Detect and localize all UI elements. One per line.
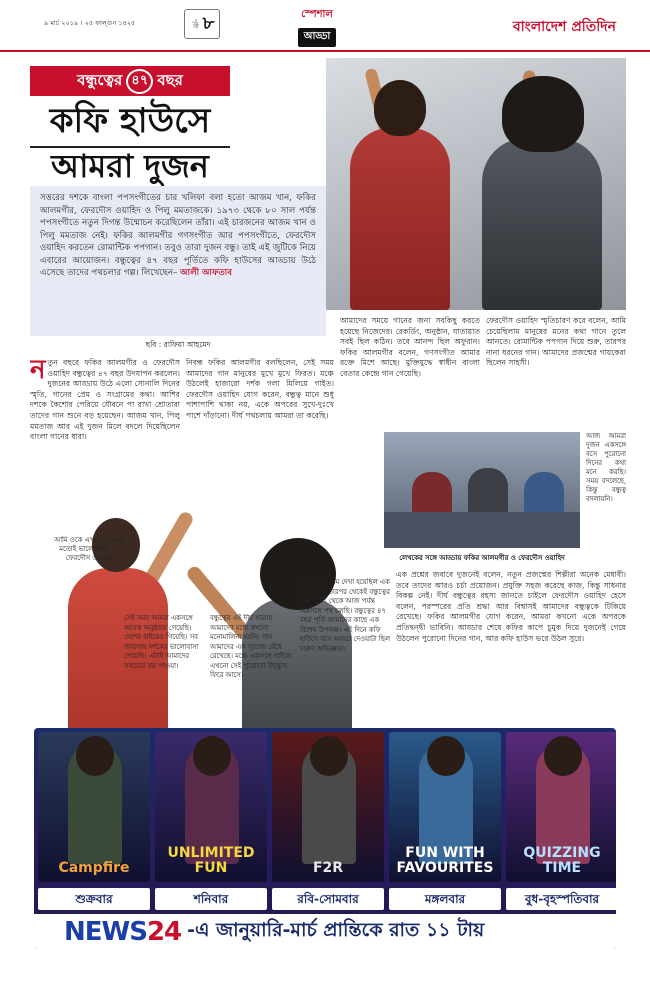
article-column-4: ফেরদৌস ওয়াহিদ স্মৃতিচারণ করে বলেন, আমি চেয়েছিলাম মানুষের মনের কথা গানে তুলে আনতে। রোমান্টিক পপগান দিয়ে শুরু, তারপর নানা ধরনের গান। আমাদের প্রজন্মের গায়কেরা ছিলেন সাহসী। [486, 316, 626, 368]
singer-head [374, 80, 426, 136]
article-column-1 [30, 358, 180, 518]
newspaper-name: বাংলাদেশ প্রতিদিন [512, 19, 616, 35]
anniversary-badge [30, 66, 230, 96]
headline-line-1: কফি হাউসে [49, 101, 211, 141]
show-day: মঙ্গলবার [389, 888, 501, 910]
section-name-bottom: আড্ডা [298, 28, 337, 47]
inset-person [468, 468, 508, 518]
article-column-3: আমাদের সময়ে গানের জন্য সবকিছু করতে হয়েছে নিজেদের। রেকর্ডিং, অনুষ্ঠান, যাতায়াত সবই ছিল কঠিন। তবে আনন্দ ছিল অফুরান। ফকির আলমগীর বলেন, গণসংগীত আমার রক্তে মিশে আছে। মুক্তিযুদ্ধে স্বাধীন বাংলা বেতার কেন্দ্রে গান গেয়েছি। [340, 316, 480, 378]
page-number: ৮ [202, 12, 215, 34]
singer-grey-jacket [482, 138, 602, 310]
article-column-narrow: আজ আমরা দুজন একসঙ্গে বসে পুরোনো দিনের কথা মনে করছি। সময় বদলেছে, কিন্তু বন্ধুত্ব বদলায়নি। [586, 432, 626, 503]
channel-logo-suffix: 24 [146, 917, 182, 947]
show-card [389, 732, 501, 882]
drop-cap: ন [30, 358, 46, 385]
show-day: শুক্রবার [38, 888, 150, 910]
inset-table [384, 512, 580, 548]
intro-author: আলী আফতাব [180, 268, 233, 278]
show-day: রবি-সোমবার [272, 888, 384, 910]
show-card [506, 732, 616, 882]
show-card [155, 732, 267, 882]
inset-caption: লেখকের সঙ্গে আড্ডায় ফকির আলমগীর ও ফেরদৌস ওয়াহিদ [399, 554, 565, 562]
badge-suffix: বছর [157, 70, 183, 89]
issue-date: ৯ মার্চ ২০১৯ । ২৫ ফাল্গুন ১৪২৫ [44, 19, 136, 27]
headline-line-2: আমরা দুজন [30, 146, 230, 184]
photo-credit: ছবি : রাফিয়া আহমেদ [145, 340, 211, 349]
channel-logo-prefix: NEWS [64, 917, 147, 947]
article-column-2: নিবন্ধ ফকির আলমগীর বলছিলেন, সেই সময় আমাদের গান মানুষের মুখে মুখে ফিরত। মঞ্চে উঠলেই হাজারো দর্শক গলা মিলিয়ে গাইত। ফেরদৌস ওয়াহিদ যোগ করেন, বন্ধুত্ব মানে শুধু পাশাপাশি থাকা নয়, একে অপরের সুখে-দুঃখে পাশে দাঁড়ানো। দীর্ঘ পথচলায় আমরা তা করেছি। [186, 358, 334, 420]
badge-prefix: বন্ধুত্বের [77, 70, 123, 89]
show-title: Campfire [58, 860, 130, 876]
inset-photo [384, 432, 580, 548]
show-day: শনিবার [155, 888, 267, 910]
show-title: F2R [312, 860, 344, 876]
host-head [76, 736, 114, 776]
article-column-8: এক প্রশ্নের জবাবে দুজনেই বলেন, নতুন প্রজন্মের শিল্পীরা অনেক মেধাবী। তবে তাদের আরও চর্চা প্রয়োজন। প্রযুক্তি সহজ করেছে কাজ, কিন্তু সাধনার বিকল্প নেই। দীর্ঘ বন্ধুত্বের রহস্য জানতে চাইলে ফেরদৌস ওয়াহিদ হেসে বলেন, পরস্পরের প্রতি শ্রদ্ধা আর বিশ্বাসই আমাদের বন্ধুত্বকে টিকিয়ে রেখেছে। ফকির আলমগীর যোগ করেন, আমরা কখনো একে অপরকে প্রতিদ্বন্দ্বী ভাবিনি। আড্ডার শেষে কফির কাপে চুমুক দিয়ে দুজনেই গেয়ে উঠলেন পুরোনো দিনের গান, আর কফি হাউস ভরে উঠল সুরে। [396, 570, 626, 643]
column-1-text: তুন বছরে ফকির আলমগীর ও ফেরদৌস ওয়াহিদ বন্ধুত্বের ৪৭ বছর উদযাপন করলেন। দুজনের আড্ডায় উঠে এলো সোনালি দিনের স্মৃতি, গানের প্রেম ও সংগ্রামের কথা। আশির দশকে কৈশোর পেরিয়ে যৌবনে পা রাখা শ্রোতারা তাদের গান শুনে বড় হয়েছেন। আজম খান, পিলু মমতাজ আর এই দুজন মিলে বদলে দিয়েছিলেন বাংলা গানের ধারা। [30, 358, 180, 442]
section-logo [282, 7, 352, 41]
intro-body: সত্তরের দশকে বাংলা পপসংগীতের চার খলিফা বলা হতো আজম খান, ফকির আলমগীর, ফেরদৌস ওয়াহিদ ও পিলু মমতাজকে। ১৯৭৩ থেকে ৮০ সাল পর্যন্ত পপসংগীতে নতুন দিগন্ত উন্মোচন করেছিলেন তাঁরা। এই চারজনের আজম খান ও পিলু মমতাজ নেই। ফকির আলমগীর গণসংগীত আর পপসংগীতে, ফেরদৌস ওয়াহিদ করতেন রোমান্টিক পপগান। তবুও তারা দুজন বন্ধু। তাই এই জুটিকে নিয়ে এবারের আয়োজন। বন্ধুত্বের ৪৭ বছর পূর্তিতে কফি হাউসের আড্ডায় উঠে এসেছে তাদের পথচলার গল্প। লিখেছেন– [40, 193, 316, 278]
intro-text [40, 192, 316, 280]
host-head [310, 736, 348, 776]
show-day: বুধ-বৃহস্পতিবার [506, 888, 616, 910]
host-head [193, 736, 231, 776]
tv-advertisement [34, 728, 616, 950]
host-head [544, 736, 582, 776]
badge-number: ৪৭ [126, 69, 153, 94]
show-title: UNLIMITED FUN [167, 845, 255, 876]
channel-logo [64, 917, 181, 947]
singer-red-jacket [350, 128, 450, 310]
article-column-6: বন্ধুত্বের এই দীর্ঘ যাত্রায় আমাদের মধ্যে কখনো মনোমালিন্য হয়নি। গান আমাদের এক সুতোয় বেঁধে রেখেছে। মঞ্চে একসঙ্গে গাইলে এখনো সেই পুরোনো উচ্ছ্বাস ফিরে আসে। [210, 614, 292, 679]
article-column-5: সেই সময় আমরা একসঙ্গে অনেক অনুষ্ঠানে গেয়েছি। দেশের বাইরেও গিয়েছি। সব জায়গায় দর্শকের ভালোবাসা পেয়েছি। এটাই আমাদের সবচেয়ে বড় পাওয়া। [124, 614, 199, 670]
headline-block [30, 66, 230, 186]
host-head [427, 736, 465, 776]
section-name-top: স্পেশাল [301, 9, 333, 20]
feature-article [0, 58, 650, 718]
show-card [38, 732, 150, 882]
hero-photo [326, 58, 626, 310]
singer-head [502, 76, 584, 152]
masthead [0, 0, 650, 52]
pull-quote: আমি ওকে এখনো আগের মতোই ভালোবাসি। — ফেরদৌস ওয়াহিদ [54, 536, 124, 562]
article-column-7: আমাদের প্রথম দেখা হয়েছিল এক অনুষ্ঠানে। তারপর থেকেই বন্ধুত্বের শুরু। সেই থেকে আজ পর্যন্ত একসঙ্গে পথ চলছি। বন্ধুত্বের ৪৭ বছর পূর্তি আমাদের কাছে এক বিশেষ উপলক্ষ। এই দিনে কফি হাউসে বসে আড্ডা দেওয়াটা ছিল দারুণ অভিজ্ঞতা। [300, 578, 390, 653]
intro-box [30, 186, 326, 336]
show-card [272, 732, 384, 882]
show-title: QUIZZING TIME [523, 845, 601, 876]
page-label: পৃষ্ঠা [191, 19, 199, 29]
show-title: FUN WITH FAVOURITES [396, 845, 494, 876]
page-number-box [184, 9, 220, 39]
schedule-text: -এ জানুয়ারি-মার্চ প্রান্তিকে রাত ১১ টায় [187, 919, 485, 941]
ad-strip [34, 914, 616, 950]
